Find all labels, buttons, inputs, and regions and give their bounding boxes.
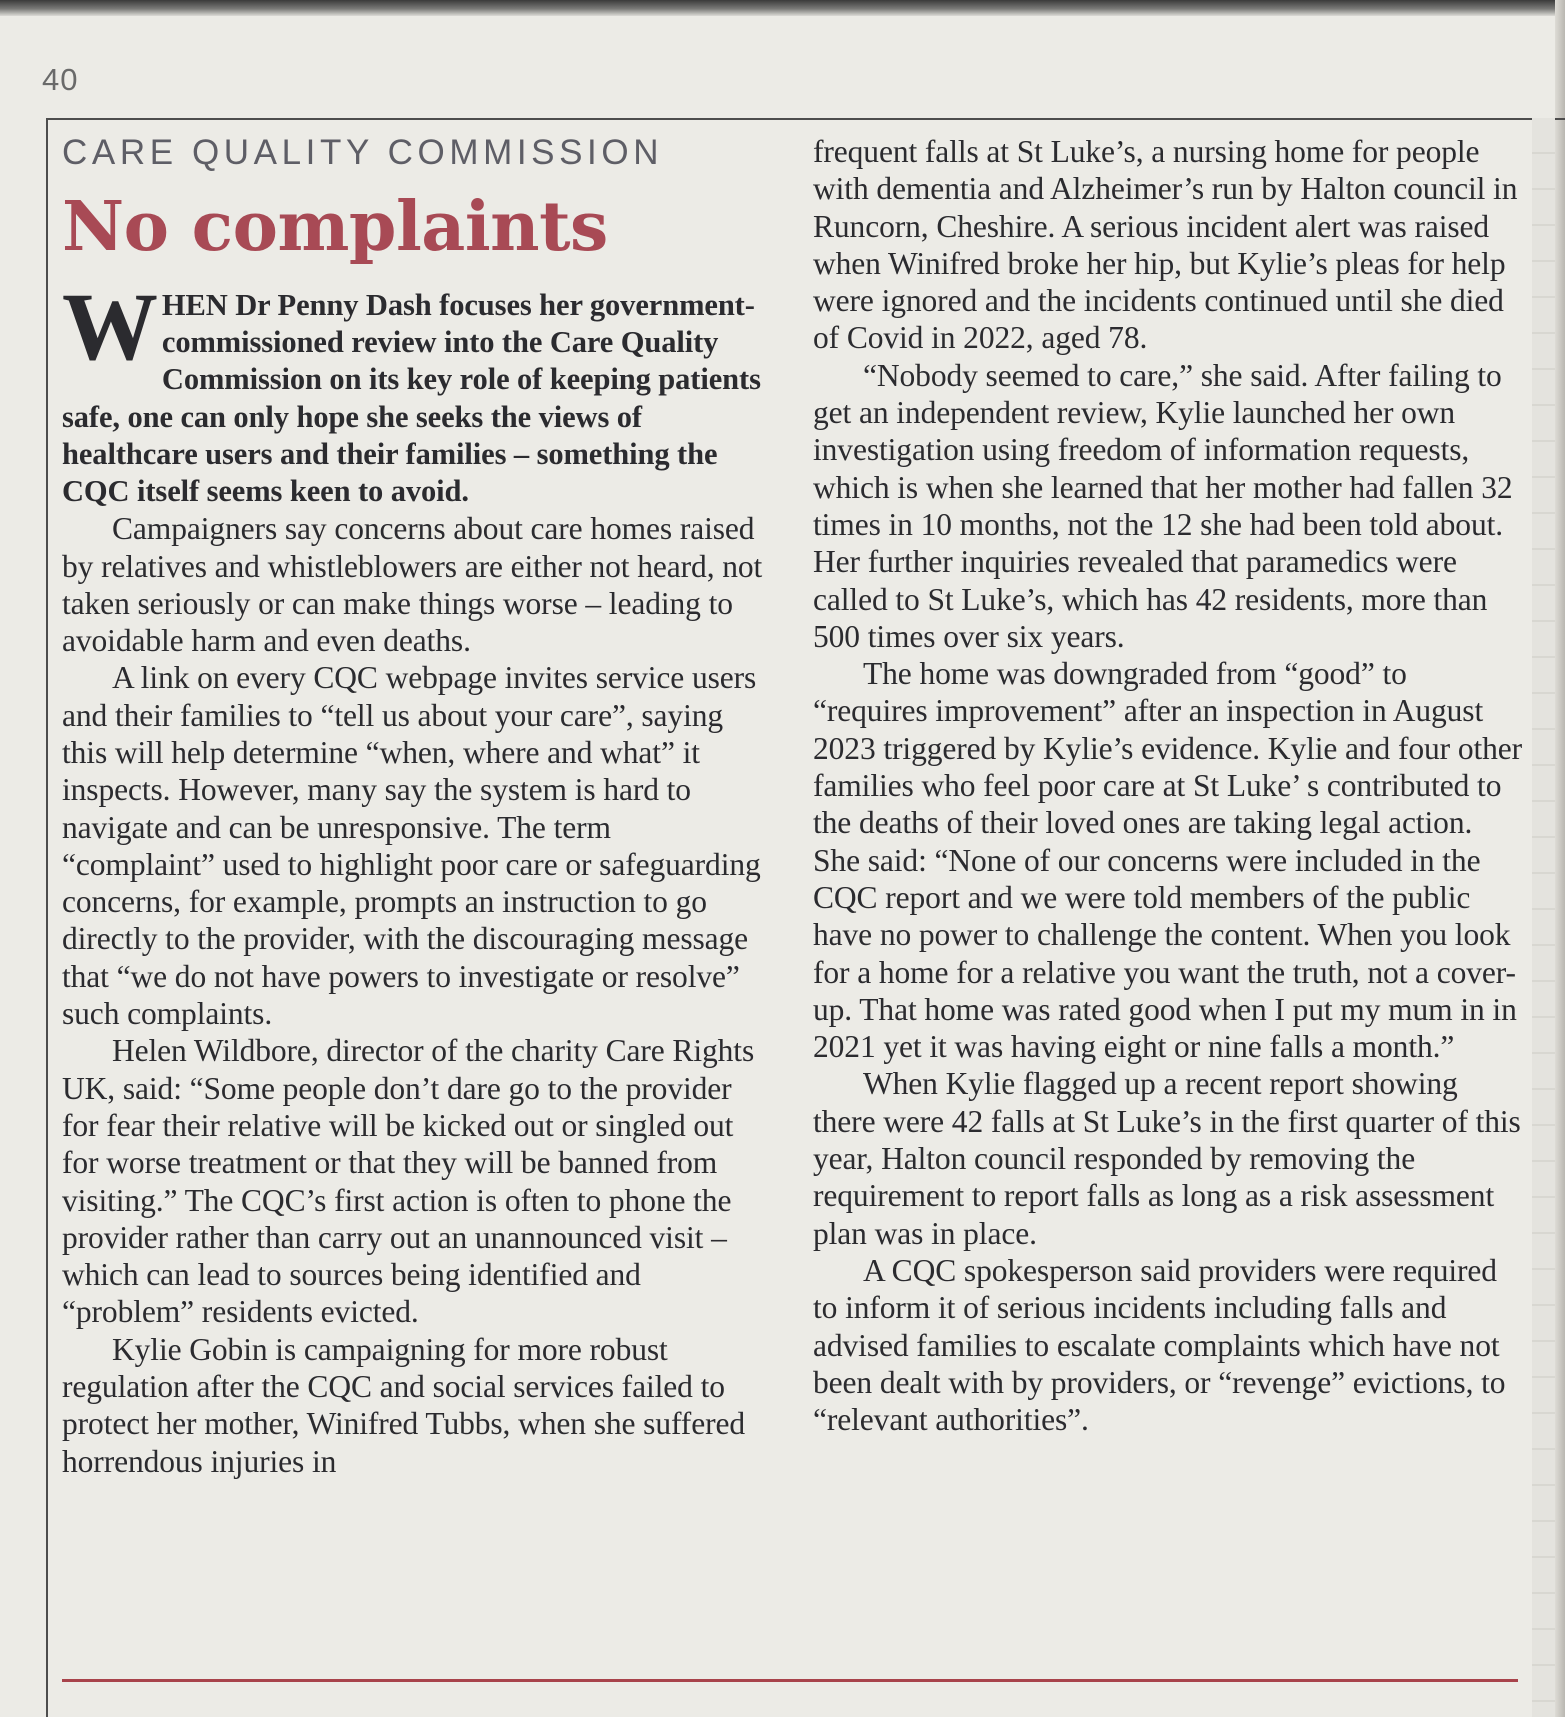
body-paragraph-continued: frequent falls at St Luke’s, a nursing home for people with dementia and Alzheimer’s run by Halton council in Runcorn, Cheshire. A serious incident alert was raised when Winifred broke her hip, but Kylie’s pleas for help were ignored and the incidents continued until she died of Covid in 2022, aged 78.: [813, 134, 1518, 356]
adjacent-page-bleed: [1532, 118, 1555, 1717]
article-frame-top: [46, 118, 1565, 120]
body-paragraph: The home was downgraded from “good” to “requires improvement” after an inspection in August 2023 triggered by Kylie’s evidence. Kylie and four other families who feel poor care at St Luke’ s contributed to the deaths of their loved ones are taking legal action. She said: “None of our concerns were included in the CQC report and we were told members of the public have no power to challenge the content. When you look for a home for a relative you want the truth, not a cover-up. That home was rated good when I put my mum in in 2021 yet it was having eight or nine falls a month.”: [813, 656, 1523, 1065]
body-paragraph: Kylie Gobin is campaigning for more robust regulation after the CQC and social services failed to protect her mother, Winifred Tubbs, when she suffered horrendous injuries in: [62, 1331, 745, 1479]
lead-paragraph: [62, 273, 766, 510]
scan-edge-top: [0, 0, 1565, 16]
scan-edge-right: [1555, 0, 1565, 1717]
article-column-left: [62, 133, 766, 1480]
body-paragraph: When Kylie flagged up a recent report showing there were 42 falls at St Luke’s in the first quarter of this year, Halton council responded by removing the requirement to report falls as long as a risk assessment plan was in place.: [813, 1066, 1521, 1251]
article-column-right: [813, 133, 1523, 1438]
body-paragraph: “Nobody seemed to care,” she said. After failing to get an independent review, Kylie launched her own investigation using freedom of information requests, which is when she learned that her mother had fallen 32 times in 10 months, not the 12 she had been told about. Her further inquiries revealed that paramedics were called to St Luke’s, which has 42 residents, more than 500 times over six years.: [813, 357, 1513, 654]
body-paragraph: A link on every CQC webpage invites service users and their families to “tell us about your care”, saying this will help determine “when, where and what” it inspects. However, many say the system is hard to navigate and can be unresponsive. The term “complaint” used to highlight poor care or safeguarding concerns, for example, prompts an instruction to go directly to the provider, with the discouraging message that “we do not have powers to investigate or resolve” such complaints.: [62, 660, 761, 1032]
article-frame-left: [46, 118, 48, 1717]
body-paragraph: Helen Wildbore, director of the charity Care Rights UK, said: “Some people don’t dare go to the provider for fear their relative will be kicked out or singled out for worse treatment or that they will be banned from visiting.” The CQC’s first action is often to phone the provider rather than carry out an unannounced visit – which can lead to sources being identified and “problem” residents evicted.: [62, 1033, 755, 1330]
bottom-rule: [62, 1679, 1518, 1682]
headline: No complaints: [62, 187, 608, 267]
body-paragraph: A CQC spokesperson said providers were required to inform it of serious incidents including falls and advised families to escalate complaints which have not been dealt with by providers, or “revenge” evictions, to “relevant authorities”.: [813, 1252, 1506, 1438]
section-label: CARE QUALITY COMMISSION: [62, 133, 664, 172]
page-number: 40: [42, 62, 79, 97]
body-paragraph: Campaigners say concerns about care homes raised by relatives and whistleblowers are either not heard, not taken seriously or can make things worse – leading to avoidable harm and even deaths.: [62, 511, 763, 659]
drop-cap: W: [62, 273, 158, 380]
lead-text: HEN Dr Penny Dash focuses her government-commissioned review into the Care Quality Commission on its key role of keeping patients safe, one can only hope she seeks the views of healthcare users and their families – something the CQC itself seems keen to avoid.: [62, 288, 761, 509]
